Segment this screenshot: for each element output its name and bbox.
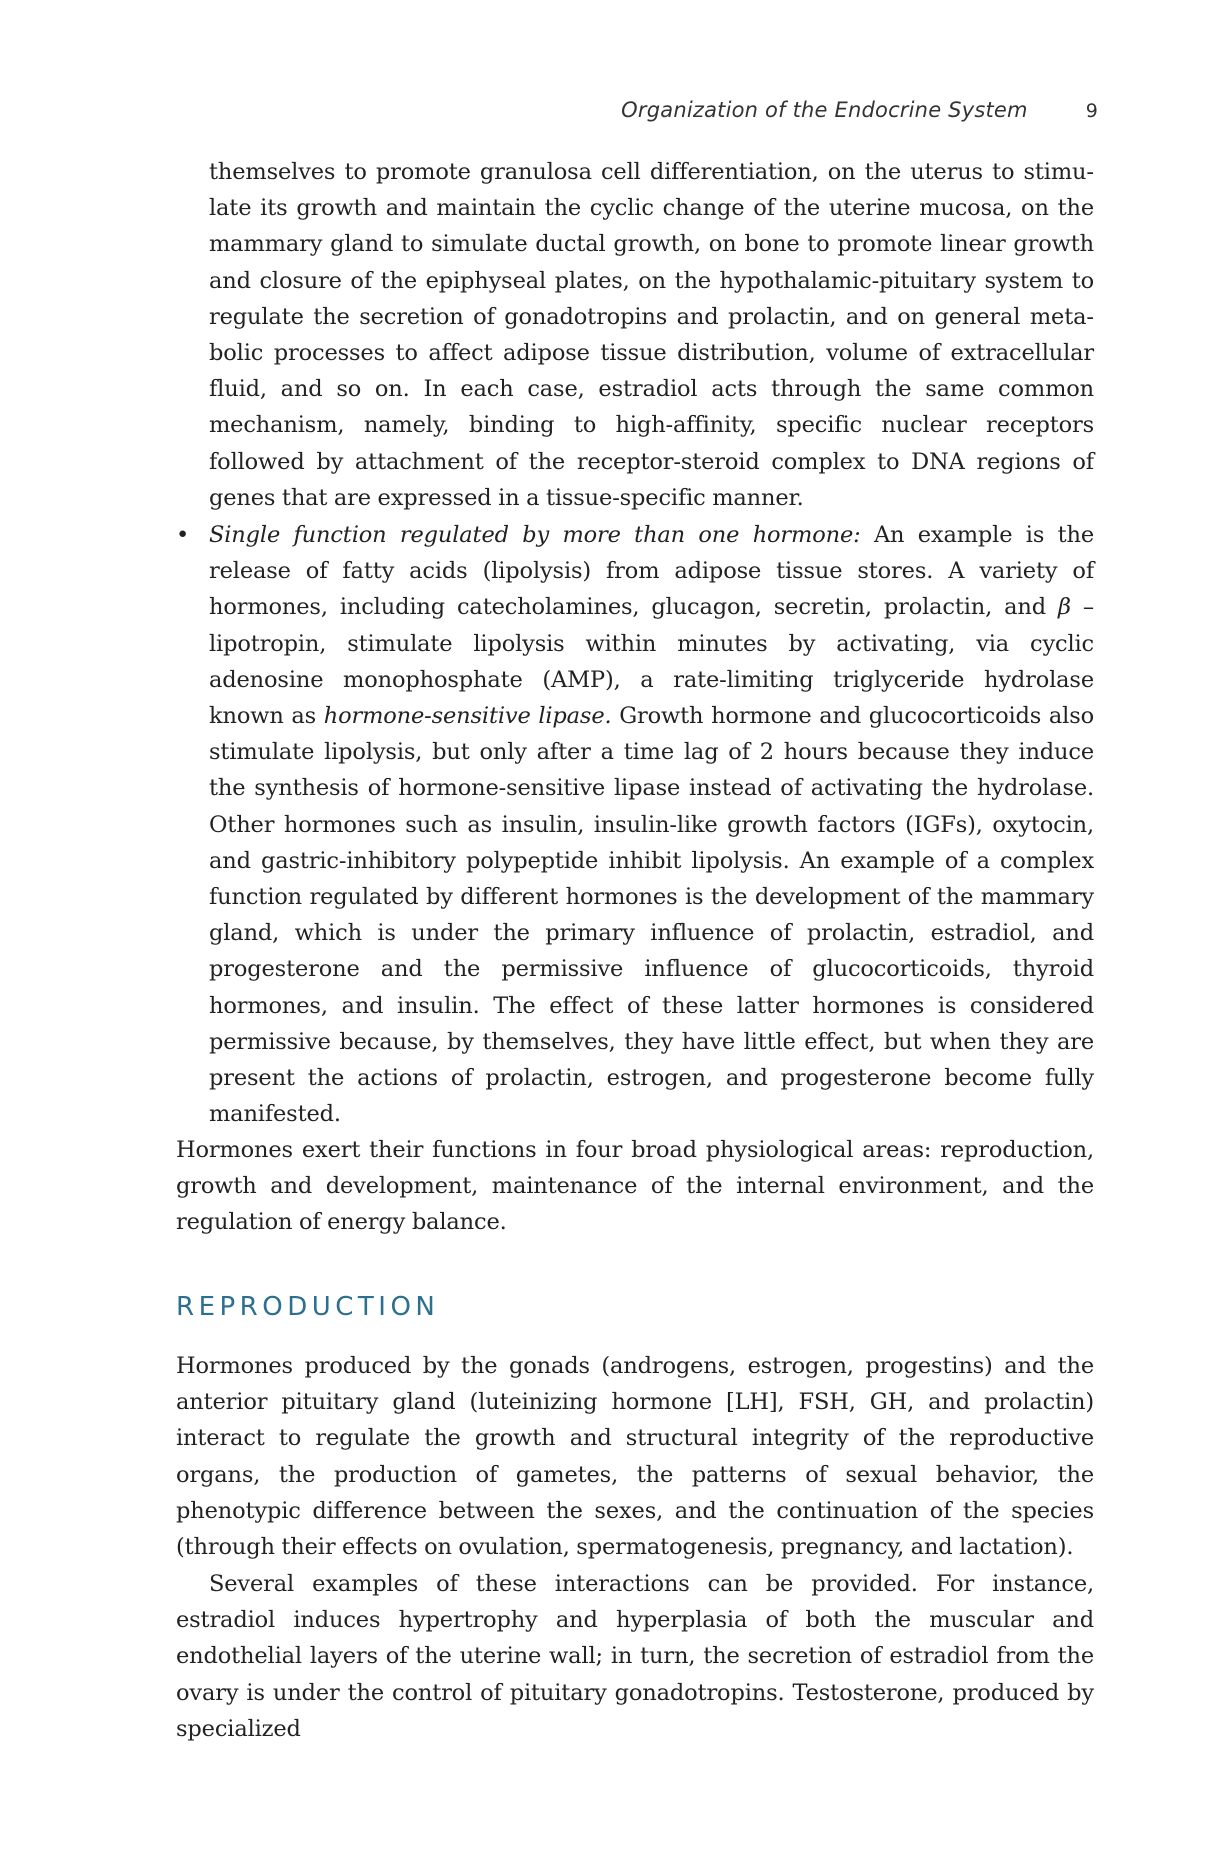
beta-symbol: β bbox=[1058, 594, 1071, 621]
page-number: 9 bbox=[1085, 100, 1098, 122]
reproduction-paragraph-1: Hormones produced by the gonads (androgens, estrogen, progestins) and the anterior pituitary gland (luteinizing hormone [LH], FSH, GH, and prolactin) interact to regulate the growth and structural integrity of the reproductive organs, the production of gametes, the patterns of sexual behavior, the phenotypic difference between the sexes, and the continuation of the species (through their effects on ovulation, spermatogenesis, pregnancy, and lactation). bbox=[176, 1353, 1094, 1561]
bullet-text-part-1: An example is the release of fatty acids (lipolysis) from adipose tissue stores. A variety of hormones, including catecholamines, glucagon, secretin, prolactin, and bbox=[209, 522, 1095, 621]
continuation-paragraph: themselves to promote granulosa cell differentiation, on the uterus to stimulate its growth and maintain the cyclic change of the uterine mucosa, on the mammary gland to simulate ductal growth, on bone to promote linear growth and closure of the epiphyseal plates, on the hypothalamic-pituitary system to regulate the secretion of gonadotropins and prolactin, and on general metabolic processes to affect adipose tissue distribution, volume of extracellular fluid, and so on. In each case, estradiol acts through the same common mechanism, namely, binding to high-affinity, specific nuclear receptors followed by attachment of the receptor-steroid complex to DNA regions of genes that are expressed in a tissue-specific manner. bbox=[209, 159, 1094, 511]
functions-paragraph: Hormones exert their functions in four broad physiological areas: reproduction, growth and development, maintenance of the internal environment, and the regulation of energy balance. bbox=[176, 1137, 1094, 1236]
bullet-text-part-2: –lipotropin, stimulate lipolysis within minutes by activating, via cyclic adenosine monophosphate (AMP), a rate-limiting triglyceride hydrolase known as bbox=[209, 594, 1095, 730]
bullet-marker: • bbox=[176, 522, 190, 548]
bullet-paragraph bbox=[209, 517, 1094, 1132]
italic-term: hormone-sensitive lipase. bbox=[323, 703, 612, 730]
running-header bbox=[600, 98, 1098, 122]
reproduction-paragraph-2: Several examples of these interactions can be provided. For instance, estradiol induces hypertrophy and hyperplasia of both the muscular and endothelial layers of the uterine wall; in turn, the secretion of estradiol from the ovary is under the control of pituitary gonadotropins. Testosterone, produced by specialized bbox=[176, 1571, 1094, 1742]
section-heading: REPRODUCTION bbox=[176, 1292, 440, 1322]
bullet-text-part-3: Growth hormone and glucocorticoids also stimulate lipolysis, but only after a time lag of 2 hours because they induce the synthesis of hormone-sensitive lipase instead of activating the hydrolase. Other hormones such as insulin, insulin-like growth factors (IGFs), oxytocin, and gastric-inhibitory polypeptide inhibit lipolysis. An example of a complex function regulated by different hormones is the development of the mammary gland, which is under the primary influence of prolactin, estradiol, and progesterone and the permissive influence of glucocorticoids, thyroid hormones, and insulin. The effect of these latter hormones is considered permissive because, by themselves, they have little effect, but when they are present the actions of prolactin, estrogen, and progesterone become fully manifested. bbox=[209, 703, 1094, 1128]
bullet-list-item bbox=[176, 517, 1094, 1132]
bullet-lead-in: Single function regulated by more than one hormone: bbox=[209, 522, 861, 548]
running-title: Organization of the Endocrine System bbox=[621, 98, 1028, 122]
